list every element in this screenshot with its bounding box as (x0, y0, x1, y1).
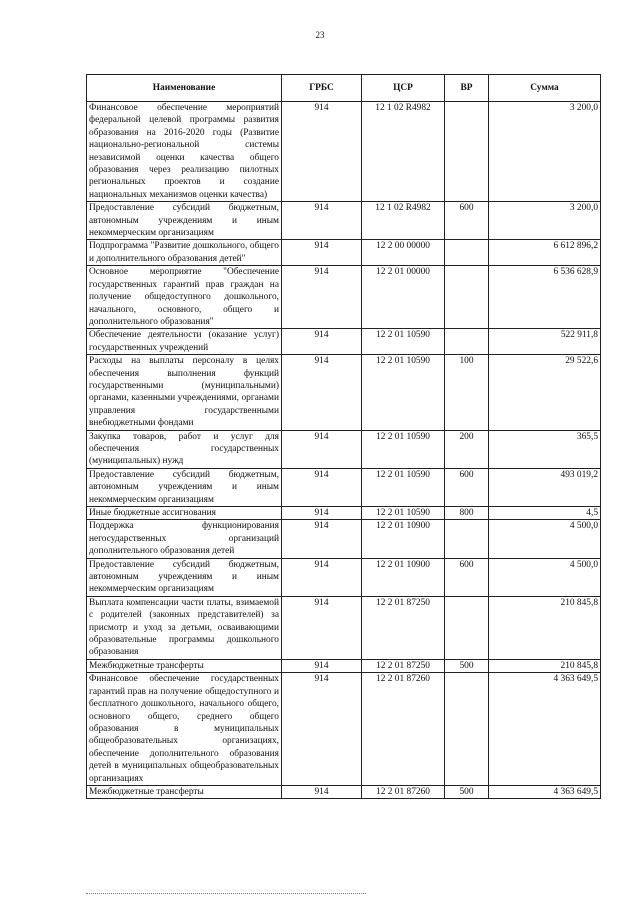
table-row (87, 102, 601, 202)
cell-vr: 500 (445, 785, 489, 798)
cell-name: Обеспечение деятельности (оказание услуг) государственных учреждений (87, 329, 282, 355)
cell-sum: 4,5 (489, 507, 601, 520)
header-name: Наименование (87, 75, 282, 102)
cell-csr: 12 1 02 R4982 (362, 202, 445, 240)
cell-sum: 3 200,0 (489, 102, 601, 202)
table-row (87, 507, 601, 520)
cell-vr: 600 (445, 468, 489, 506)
header-csr: ЦСР (362, 75, 445, 102)
table-row (87, 558, 601, 596)
cell-csr: 12 1 02 R4982 (362, 102, 445, 202)
cell-grbs: 914 (282, 520, 362, 558)
cell-name: Межбюджетные трансферты (87, 785, 282, 798)
cell-grbs: 914 (282, 266, 362, 329)
cell-vr (445, 266, 489, 329)
table-body (87, 102, 601, 799)
cell-grbs: 914 (282, 102, 362, 202)
cell-csr: 12 2 01 10590 (362, 329, 445, 355)
cell-vr: 600 (445, 558, 489, 596)
table-row (87, 785, 601, 798)
cell-sum: 522 911,8 (489, 329, 601, 355)
cell-csr: 12 2 01 10590 (362, 507, 445, 520)
table-row (87, 468, 601, 506)
cell-name: Предоставление субсидий бюджетным, автономным учреждениям и иным некоммерческим организациям (87, 558, 282, 596)
cell-vr (445, 520, 489, 558)
cell-csr: 12 2 00 00000 (362, 240, 445, 266)
cell-vr: 600 (445, 202, 489, 240)
cell-csr: 12 2 01 10900 (362, 520, 445, 558)
cell-sum: 6 612 896,2 (489, 240, 601, 266)
table-row (87, 202, 601, 240)
cell-vr (445, 329, 489, 355)
cell-vr: 200 (445, 430, 489, 468)
cell-csr: 12 2 01 87260 (362, 785, 445, 798)
cell-vr (445, 102, 489, 202)
cell-sum: 4 500,0 (489, 520, 601, 558)
cell-csr: 12 2 01 87250 (362, 596, 445, 659)
cell-vr (445, 673, 489, 786)
cell-sum: 365,5 (489, 430, 601, 468)
table-row (87, 596, 601, 659)
budget-table (86, 74, 601, 799)
cell-grbs: 914 (282, 507, 362, 520)
cell-sum: 4 363 649,5 (489, 673, 601, 786)
cell-grbs: 914 (282, 596, 362, 659)
cell-vr (445, 240, 489, 266)
table-row (87, 266, 601, 329)
cell-grbs: 914 (282, 785, 362, 798)
cell-vr: 800 (445, 507, 489, 520)
cell-name: Расходы на выплаты персоналу в целях обеспечения выполнения функций государственными (муниципальными) органами, казенными учреждениями, органами управления государственными внебюджетными фондами (87, 355, 282, 430)
table-row (87, 355, 601, 430)
cell-vr: 500 (445, 659, 489, 672)
cell-grbs: 914 (282, 240, 362, 266)
cell-sum: 493 019,2 (489, 468, 601, 506)
cell-grbs: 914 (282, 202, 362, 240)
cell-name: Финансовое обеспечение государственных гарантий прав на получение общедоступного и бесплатного дошкольного, начального общего, основного общего, среднего общего образования в муниципальных общеобразовательных организациях, обеспечение дополнительного образования детей в муниципальных общеобразовательных организациях (87, 673, 282, 786)
cell-name: Основное мероприятие "Обеспечение государственных гарантий прав граждан на получение общедоступного дошкольного, начального, основного, общего и дополнительного образования" (87, 266, 282, 329)
cell-name: Финансовое обеспечение мероприятий федеральной целевой программы развития образования на 2016-2020 годы (Развитие национально-региональной системы независимой оценки качества общего образования через реализацию пилотных региональных проектов и создание национальных механизмов оценки качества) (87, 102, 282, 202)
cell-sum: 29 522,6 (489, 355, 601, 430)
header-vr: ВР (445, 75, 489, 102)
scan-artifact-line (86, 893, 366, 896)
cell-csr: 12 2 01 00000 (362, 266, 445, 329)
cell-csr: 12 2 01 87250 (362, 659, 445, 672)
cell-csr: 12 2 01 10590 (362, 430, 445, 468)
header-sum: Сумма (489, 75, 601, 102)
cell-name: Предоставление субсидий бюджетным, автономным учреждениям и иным некоммерческим организациям (87, 468, 282, 506)
cell-sum: 4 363 649,5 (489, 785, 601, 798)
cell-vr: 100 (445, 355, 489, 430)
cell-sum: 4 500,0 (489, 558, 601, 596)
table-row (87, 659, 601, 672)
cell-csr: 12 2 01 10590 (362, 468, 445, 506)
cell-name: Иные бюджетные ассигнования (87, 507, 282, 520)
header-grbs: ГРБС (282, 75, 362, 102)
cell-name: Подпрограмма "Развитие дошкольного, общего и дополнительного образования детей" (87, 240, 282, 266)
cell-csr: 12 2 01 87260 (362, 673, 445, 786)
table-row (87, 520, 601, 558)
cell-grbs: 914 (282, 468, 362, 506)
cell-name: Межбюджетные трансферты (87, 659, 282, 672)
page-number: 23 (315, 30, 325, 40)
table-row (87, 673, 601, 786)
cell-name: Поддержка функционирования негосударственных организаций дополнительного образования детей (87, 520, 282, 558)
cell-grbs: 914 (282, 558, 362, 596)
cell-grbs: 914 (282, 329, 362, 355)
cell-sum: 210 845,8 (489, 659, 601, 672)
cell-vr (445, 596, 489, 659)
table-header-row (87, 75, 601, 102)
cell-csr: 12 2 01 10590 (362, 355, 445, 430)
cell-name: Выплата компенсации части платы, взимаемой с родителей (законных представителей) за присмотр и уход за детьми, осваивающими образовательные программы дошкольного образования (87, 596, 282, 659)
cell-sum: 210 845,8 (489, 596, 601, 659)
cell-name: Предоставление субсидий бюджетным, автономным учреждениям и иным некоммерческим организациям (87, 202, 282, 240)
cell-sum: 3 200,0 (489, 202, 601, 240)
table-row (87, 430, 601, 468)
cell-grbs: 914 (282, 673, 362, 786)
cell-name: Закупка товаров, работ и услуг для обеспечения государственных (муниципальных) нужд (87, 430, 282, 468)
cell-sum: 6 536 628,9 (489, 266, 601, 329)
table-row (87, 240, 601, 266)
cell-grbs: 914 (282, 355, 362, 430)
cell-grbs: 914 (282, 430, 362, 468)
table-row (87, 329, 601, 355)
cell-csr: 12 2 01 10900 (362, 558, 445, 596)
cell-grbs: 914 (282, 659, 362, 672)
